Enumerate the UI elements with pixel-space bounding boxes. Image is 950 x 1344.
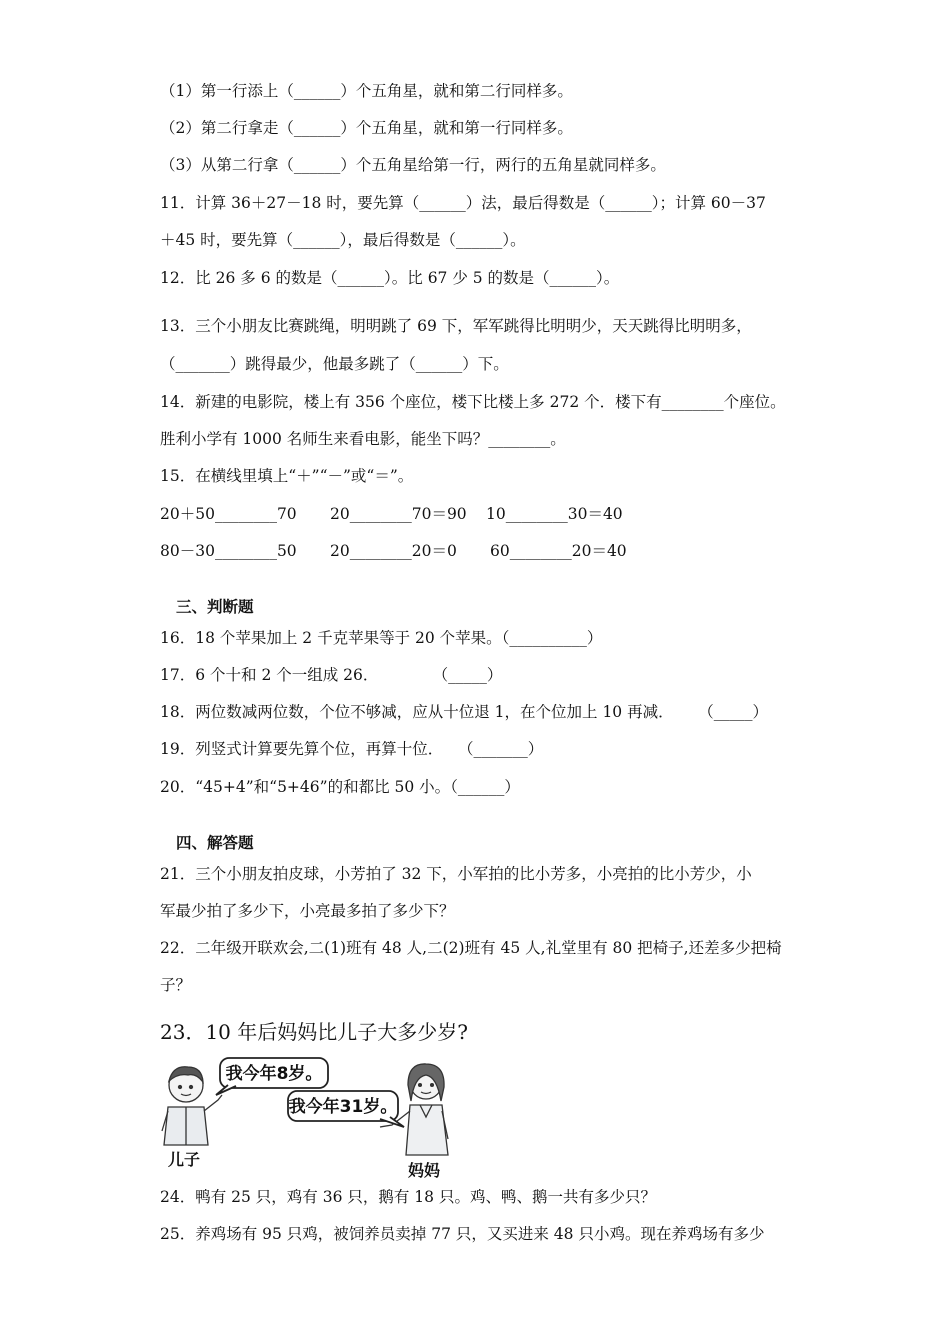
q14-line1: 14．新建的电影院，楼上有 356 个座位，楼下比楼上多 272 个．楼下有________个座位。 [160,393,786,411]
q22-line2: 子？ [160,976,192,994]
q18: 18．两位数减两位数，个位不够减，应从十位退 1，在个位加上 10 再减． （_____） [160,703,768,721]
q21-line2: 军最少拍了多少下，小亮最多拍了多少下？ [160,902,455,920]
q15-r1-c: 10________30＝40 [486,505,623,523]
age-illustration-svg [158,1055,458,1180]
q15-r2-c: 60________20＝40 [490,542,627,560]
mom-speech-bubble [288,1091,404,1127]
q11-line1: 11．计算 36＋27－18 时，要先算（______）法，最后得数是（______）；计算 60－37 [160,194,766,212]
q24: 24．鸭有 25 只，鸡有 36 只，鹅有 18 只。鸡、鸭、鹅一共有多少只？ [160,1188,656,1206]
q10-part2: （2）第二行拿走（______）个五角星，就和第一行同样多。 [160,119,573,137]
boy-figure [162,1067,222,1145]
q23: 23．10 年后妈妈比儿子大多少岁? [160,1020,468,1044]
q10-part3: （3）从第二行拿（______）个五角星给第一行，两行的五角星就同样多。 [160,156,666,174]
section-answer-heading: 四、解答题 [176,834,254,852]
age-illustration [158,1055,458,1180]
q21-line1: 21．三个小朋友拍皮球，小芳拍了 32 下，小军拍的比小芳多，小亮拍的比小芳少，小 [160,865,752,883]
q20: 20．“45+4”和“5+46”的和都比 50 小。（______） [160,778,520,796]
son-bubble-text: 我今年8岁。 [225,1064,323,1084]
q14-line2: 胜利小学有 1000 名师生来看电影，能坐下吗？________。 [160,430,566,448]
son-speech-bubble [216,1058,328,1095]
q15-r2-b: 20________20＝0 [330,542,457,560]
q12: 12．比 26 多 6 的数是（______）。比 67 少 5 的数是（______）。 [160,269,620,287]
q15-r1-a: 20＋50________70 [160,505,297,523]
q19: 19．列竖式计算要先算个位，再算十位． （_______） [160,740,544,758]
section-judgement-heading: 三、判断题 [176,598,254,616]
q15-prompt: 15．在横线里填上“＋”“－”或“＝”。 [160,467,414,485]
q13-line1: 13．三个小朋友比赛跳绳，明明跳了 69 下，军军跳得比明明少，天天跳得比明明多， [160,317,752,335]
q11-line2: ＋45 时，要先算（______），最后得数是（______）。 [160,231,526,249]
mom-bubble-text: 我今年31岁。 [288,1097,398,1117]
son-label: 儿子 [168,1150,201,1169]
q10-part1: （1）第一行添上（______）个五角星，就和第二行同样多。 [160,82,573,100]
q13-line2: （_______）跳得最少，他最多跳了（______）下。 [160,355,509,373]
q22-line1: 22．二年级开联欢会,二(1)班有 48 人,二(2)班有 45 人,礼堂里有 80 把椅子,还差多少把椅 [160,939,782,957]
q15-r2-a: 80－30________50 [160,542,297,560]
q16: 16．18 个苹果加上 2 千克苹果等于 20 个苹果。（__________） [160,629,603,647]
q17: 17．6 个十和 2 个一组成 26． （_____） [160,666,503,684]
mom-label: 妈妈 [408,1161,441,1180]
q15-r1-b: 20________70＝90 [330,505,467,523]
q25: 25．养鸡场有 95 只鸡，被饲养员卖掉 77 只，又买进来 48 只小鸡。现在养鸡场有多少 [160,1225,765,1243]
